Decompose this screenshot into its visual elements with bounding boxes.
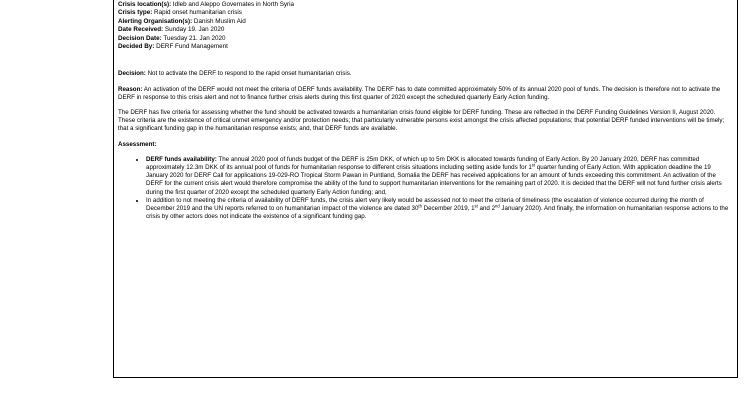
decided-by-line: Decided By: DERF Fund Management xyxy=(118,43,228,51)
criteria-paragraph: The DERF has five criteria for assessing whether the fund should be activated towards a humanitarian crisis found eligible for DERF funding. These are reflected in the DERF Funding Guidelines Version II, August 2020. These criteria are the existence of critical unmet emergency and/or protection needs; that particularly vulnerable persons exist amongst the crisis affected populations; that potential DERF funded interventions will be timely; that a significant funding gap in the humanitarian response exists; and, that DERF funds are available. xyxy=(118,109,725,133)
decision-paragraph: Decision: Not to activate the DERF to respond to the rapid onset humanitarian crisis. xyxy=(118,70,352,78)
alerting-organisation-line: Alerting Organisation(s): Danish Muslim Aid xyxy=(118,17,246,25)
decision-document xyxy=(113,0,738,378)
assessment-heading: Assessment: xyxy=(118,140,157,148)
date-received-line: Date Received: Sunday 19. Jan 2020 xyxy=(118,26,225,34)
crisis-info-block xyxy=(118,1,733,51)
decision-date-line: Decision Date: Tuesday 21. Jan 2020 xyxy=(118,34,226,42)
crisis-type-line: Crisis type: Rapid onset humanitarian crisis xyxy=(118,9,242,17)
assessment-list xyxy=(118,156,733,222)
list-item-funds-availability: • DERF funds availability: The annual 2020 pool of funds budget of the DERF is 25m DKK, of which up to 5m DKK is allocated towards funding of Early Action. By 20 January 2020, DERF has committed approximately 12.3m DKK of its annual pool of funds for humanitarian response to different crisis situations including setting aside funds for 1st quarter funding of Early Action. With application deadline the 19 January 2020 for DERF Call for applications 19-029-RO Tropical Storm Pawan in Puntland, Somalia the DERF has received applications for an amount of funds exceeding this commitment. An activation of the DERF for the current crisis alert would therefore compromise the ability of the fund to support humanitarian interventions for the remaining part of 2020. It is decided that the DERF will not fund further crisis alerts during the first quarter of 2020 except the scheduled quarterly Early Action funding; and, xyxy=(146,156,733,197)
crisis-location-line: Crisis location(s): Idleb and Aleppo Governates in North Syria xyxy=(118,1,295,8)
list-item-timeliness: • In addition to not meeting the criteria of availability of DERF funds, the crisis alert very likely would be assessed not to meet the criteria of timeliness (the escalation of violence occurred during the month of December 2019 and the UN reports referred to on humanitarian impact of the violence are dated 30th December 2019, 1st and 2nd January 2020). And finally, the information on humanitarian response actions to the crisis by other actors does not indicate the existence of a significant funding gap. xyxy=(146,197,733,222)
reason-paragraph: Reason: An activation of the DERF would not meet the criteria of DERF funds availability. The DERF has to date committed approximately 50% of its annual 2020 pool of funds. The decision is therefore not to activate the DERF in response to this crisis alert and not to finance further crisis alerts during this first quarter of 2020 except the scheduled quarterly Early Action funding. xyxy=(118,85,721,101)
